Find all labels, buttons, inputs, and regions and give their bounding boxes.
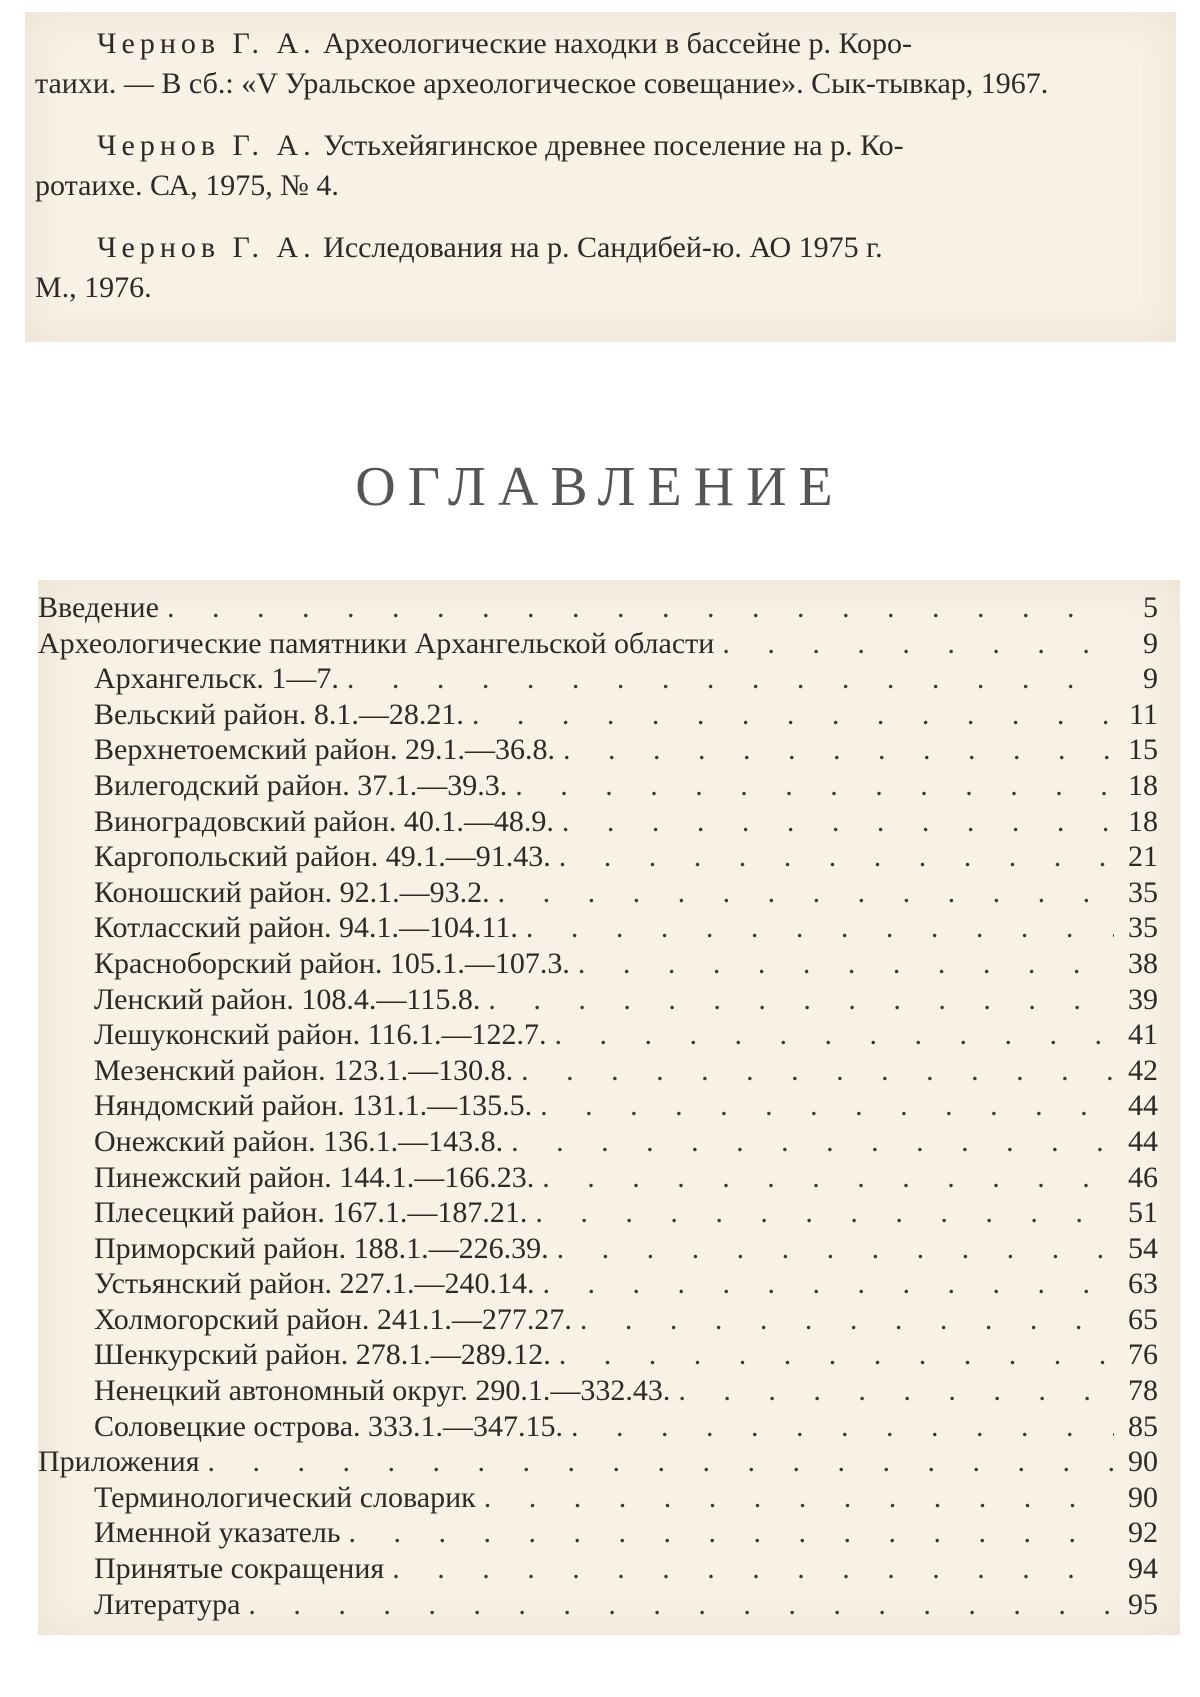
- toc-entry-label: Устьянский район. 227.1.—240.14.: [94, 1267, 535, 1301]
- toc-entry: [38, 1161, 1158, 1197]
- toc-entry-page: 18: [1128, 768, 1158, 802]
- toc-entry-label: Мезенский район. 123.1.—130.8.: [94, 1053, 514, 1087]
- toc-entry-page: 35: [1128, 911, 1158, 945]
- toc-entry: [38, 733, 1158, 769]
- toc-entry-label: Ленский район. 108.4.—115.8.: [94, 982, 481, 1016]
- reference-text: М., 1976.: [35, 271, 152, 304]
- toc-dot-leader: [557, 1232, 1114, 1266]
- toc-dot-leader: [511, 1125, 1114, 1159]
- reference-author: Чернов Г. А.: [97, 129, 316, 162]
- toc-entry-label: Лешуконский район. 116.1.—122.7.: [94, 1018, 547, 1052]
- toc-dot-leader: [526, 911, 1114, 945]
- toc-entry-page: 95: [1128, 1587, 1158, 1621]
- toc-dot-leader: [208, 1445, 1115, 1479]
- toc-entry: [38, 591, 1158, 627]
- toc-entry-label: Котласский район. 94.1.—104.11.: [94, 911, 518, 945]
- toc-entry-label: Приложения: [38, 1445, 200, 1479]
- toc-entry-label: Онежский район. 136.1.—143.8.: [94, 1124, 504, 1158]
- toc-entry-page: 9: [1143, 626, 1158, 660]
- toc-entry: [38, 1552, 1158, 1588]
- toc-entry-label: Холмогорский район. 241.1.—277.27.: [94, 1302, 572, 1336]
- toc-entry: [38, 805, 1158, 841]
- toc-entry-label: Плесецкий район. 167.1.—187.21.: [94, 1196, 528, 1230]
- toc-entry: [38, 876, 1158, 912]
- toc-dot-leader: [167, 591, 1114, 625]
- toc-entry: [38, 1125, 1158, 1161]
- toc-dot-leader: [540, 1089, 1114, 1123]
- reference-entry: [25, 12, 1176, 104]
- toc-entry-label: Соловецкие острова. 333.1.—347.15.: [94, 1409, 564, 1443]
- toc-entry: [38, 1410, 1158, 1446]
- toc-entry-page: 38: [1128, 946, 1158, 980]
- toc-entry-page: 39: [1128, 982, 1158, 1016]
- toc-entry-page: 15: [1128, 733, 1158, 767]
- toc-entry-label: Ненецкий автономный округ. 290.1.—332.43.: [94, 1374, 671, 1408]
- reference-text: ротаихе. СА, 1975, № 4.: [35, 169, 339, 202]
- reference-text: таихи. — В сб.: «V Уральское археологическое совещание». Сык-тывкар, 1967.: [35, 67, 1049, 100]
- toc-entry-label: Верхнетоемский район. 29.1.—36.8.: [94, 733, 556, 767]
- toc-entry-label: Терминологический словарик: [94, 1480, 476, 1514]
- toc-entry-page: 46: [1128, 1160, 1158, 1194]
- toc-entry: [38, 1054, 1158, 1090]
- toc-entry-label: Вельский район. 8.1.—28.21.: [94, 697, 464, 731]
- toc-entry-page: 92: [1128, 1516, 1158, 1550]
- toc-scan: [38, 580, 1180, 1635]
- toc-entry-label: Пинежский район. 144.1.—166.23.: [94, 1160, 535, 1194]
- toc-entry-page: 44: [1128, 1089, 1158, 1123]
- reference-text: Археологические находки в бассейне р. Коро-: [323, 27, 912, 60]
- toc-dot-leader: [472, 698, 1114, 732]
- toc-entry: [38, 947, 1158, 983]
- reference-author: Чернов Г. А.: [97, 231, 316, 264]
- toc-entry-page: 78: [1128, 1374, 1158, 1408]
- toc-entry: [38, 1089, 1158, 1125]
- toc-dot-leader: [349, 1516, 1114, 1550]
- toc-entry: [38, 1516, 1158, 1552]
- toc-dot-leader: [484, 1481, 1114, 1515]
- toc-entry-page: 42: [1128, 1053, 1158, 1087]
- toc-dot-leader: [347, 662, 1114, 696]
- toc-dot-leader: [543, 1267, 1114, 1301]
- toc-entry-label: Вилегодский район. 37.1.—39.3.: [94, 768, 508, 802]
- toc-entry-page: 11: [1129, 697, 1158, 731]
- toc-entry: [38, 1588, 1158, 1624]
- toc-heading: ОГЛАВЛЕНИЕ: [355, 456, 845, 518]
- reference-entry: [25, 228, 1176, 308]
- toc-entry: [38, 698, 1158, 734]
- toc-entry: [38, 983, 1158, 1019]
- toc-entry-page: 18: [1128, 804, 1158, 838]
- toc-entry-page: 54: [1128, 1231, 1158, 1265]
- toc-entry-page: 76: [1128, 1338, 1158, 1372]
- toc-entry: [38, 1267, 1158, 1303]
- toc-entry-label: Введение: [38, 591, 159, 624]
- toc-dot-leader: [521, 1054, 1114, 1088]
- toc-dot-leader: [563, 733, 1114, 767]
- toc-entry-label: Архангельск. 1—7.: [94, 662, 339, 696]
- toc-entry-page: 63: [1128, 1267, 1158, 1301]
- toc-entry-label: Литература: [94, 1587, 241, 1621]
- toc-dot-leader: [678, 1374, 1114, 1408]
- toc-dot-leader: [571, 1410, 1114, 1444]
- toc-entry-page: 5: [1143, 591, 1158, 624]
- toc-entry-page: 35: [1128, 875, 1158, 909]
- toc-entry-label: Именной указатель: [94, 1516, 341, 1550]
- toc-entry-page: 65: [1128, 1302, 1158, 1336]
- toc-entry: [38, 769, 1158, 805]
- toc-entry-page: 9: [1143, 662, 1158, 696]
- toc-dot-leader: [722, 627, 1114, 661]
- toc-entry-label: Археологические памятники Архангельской области: [38, 626, 715, 660]
- toc-entry: [38, 1018, 1158, 1054]
- toc-entry: [38, 662, 1158, 698]
- reference-author: Чернов Г. А.: [97, 27, 316, 60]
- toc-entry-label: Коношский район. 92.1.—93.2.: [94, 875, 490, 909]
- toc-entry: [38, 840, 1158, 876]
- toc-dot-leader: [562, 805, 1114, 839]
- toc-entry-label: Шенкурский район. 278.1.—289.12.: [94, 1338, 551, 1372]
- toc-entry: [38, 1481, 1158, 1517]
- toc-dot-leader: [535, 1196, 1114, 1230]
- toc-entry-page: 51: [1128, 1196, 1158, 1230]
- toc-entry-page: 21: [1128, 840, 1158, 874]
- toc-entry-page: 94: [1128, 1552, 1158, 1586]
- toc-entry: [38, 1374, 1158, 1410]
- reference-text: Исследования на р. Сандибей-ю. АО 1975 г.: [323, 231, 883, 264]
- toc-entry-label: Виноградовский район. 40.1.—48.9.: [94, 804, 554, 838]
- toc-entry-label: Приморский район. 188.1.—226.39.: [94, 1231, 549, 1265]
- toc-dot-leader: [578, 947, 1114, 981]
- toc-entry-page: 44: [1128, 1124, 1158, 1158]
- toc-entry-page: 90: [1128, 1445, 1158, 1479]
- toc-entry-label: Красноборский район. 105.1.—107.3.: [94, 946, 570, 980]
- toc-dot-leader: [515, 769, 1114, 803]
- toc-dot-leader: [248, 1588, 1114, 1622]
- toc-list: [38, 580, 1180, 1623]
- toc-dot-leader: [488, 983, 1114, 1017]
- toc-entry: [38, 911, 1158, 947]
- toc-entry: [38, 627, 1158, 663]
- reference-entry: [25, 126, 1176, 206]
- toc-entry: [38, 1338, 1158, 1374]
- toc-entry: [38, 1232, 1158, 1268]
- toc-entry-label: Каргопольский район. 49.1.—91.43.: [94, 840, 551, 874]
- toc-entry-label: Няндомский район. 131.1.—135.5.: [94, 1089, 533, 1123]
- toc-entry: [38, 1303, 1158, 1339]
- references-scan: [25, 12, 1176, 342]
- toc-entry-page: 85: [1128, 1409, 1158, 1443]
- reference-text: Устьхейягинское древнее поселение на р. Ко-: [323, 129, 904, 162]
- toc-dot-leader: [542, 1161, 1114, 1195]
- toc-dot-leader: [392, 1552, 1114, 1586]
- toc-entry: [38, 1196, 1158, 1232]
- toc-dot-leader: [554, 1018, 1114, 1052]
- toc-dot-leader: [559, 1338, 1114, 1372]
- toc-entry: [38, 1445, 1158, 1481]
- toc-dot-leader: [580, 1303, 1114, 1337]
- toc-dot-leader: [559, 840, 1114, 874]
- toc-entry-page: 41: [1128, 1018, 1158, 1052]
- toc-dot-leader: [498, 876, 1114, 910]
- toc-entry-page: 90: [1128, 1480, 1158, 1514]
- toc-entry-label: Принятые сокращения: [94, 1552, 385, 1586]
